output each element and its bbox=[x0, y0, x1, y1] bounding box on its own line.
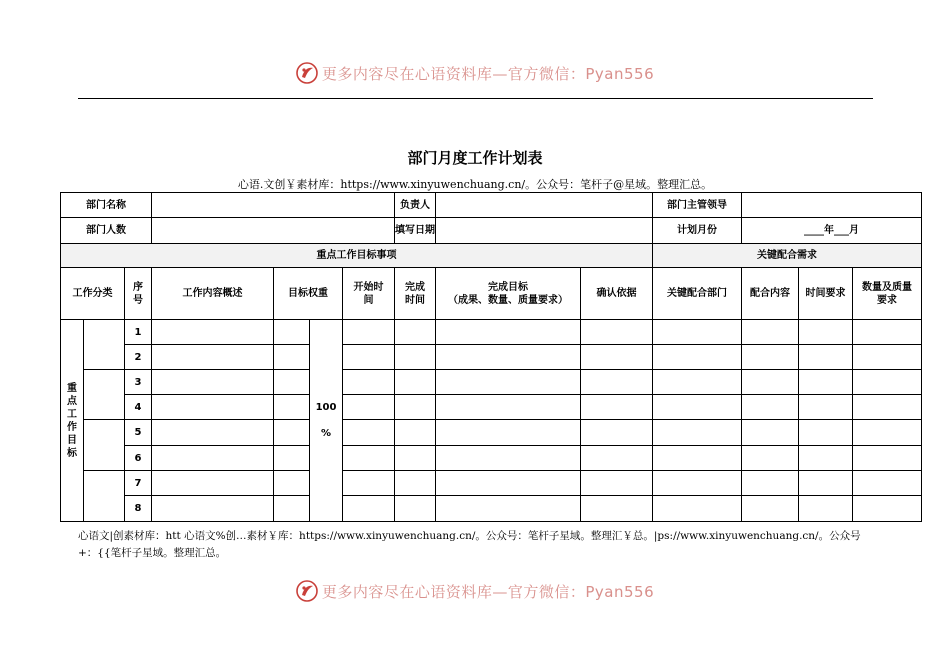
weight-cell[interactable] bbox=[274, 345, 310, 370]
finish-cell[interactable] bbox=[395, 345, 436, 370]
wechat-account: Pyan556 bbox=[585, 64, 655, 83]
time-req-cell[interactable] bbox=[799, 395, 853, 420]
table-row bbox=[61, 320, 922, 345]
coop-content-cell[interactable] bbox=[742, 395, 799, 420]
finish-cell[interactable] bbox=[395, 446, 436, 471]
header-rule bbox=[78, 98, 873, 99]
qty-cell[interactable] bbox=[853, 320, 922, 345]
coop-dept-cell[interactable] bbox=[653, 446, 742, 471]
goal-cell[interactable] bbox=[436, 446, 581, 471]
banner-text: 更多内容尽在心语资料库—官方微信：Pyan556 bbox=[321, 582, 655, 601]
header-category: 工作分类 bbox=[61, 268, 125, 320]
finish-cell[interactable] bbox=[395, 471, 436, 496]
category-cell[interactable] bbox=[84, 471, 125, 522]
summary-cell[interactable] bbox=[152, 395, 274, 420]
coop-dept-cell[interactable] bbox=[653, 395, 742, 420]
summary-cell[interactable] bbox=[152, 496, 274, 522]
table-row bbox=[61, 193, 922, 218]
table-row bbox=[61, 496, 922, 522]
basis-cell[interactable] bbox=[581, 395, 653, 420]
header-summary: 工作内容概述 bbox=[152, 268, 274, 320]
coop-content-cell[interactable] bbox=[742, 446, 799, 471]
basis-cell[interactable] bbox=[581, 420, 653, 446]
finish-cell[interactable] bbox=[395, 496, 436, 522]
finish-cell[interactable] bbox=[395, 320, 436, 345]
time-req-cell[interactable] bbox=[799, 420, 853, 446]
leader-label: 部门主管领导 bbox=[653, 193, 742, 218]
coop-dept-cell[interactable] bbox=[653, 496, 742, 522]
qty-cell[interactable] bbox=[853, 370, 922, 395]
header-goal: 完成目标 （成果、数量、质量要求） bbox=[436, 268, 581, 320]
coop-dept-cell[interactable] bbox=[653, 320, 742, 345]
header-qty-quality: 数量及质量 要求 bbox=[853, 268, 922, 320]
basis-cell[interactable] bbox=[581, 496, 653, 522]
seq-number: 2 bbox=[125, 345, 152, 370]
coop-dept-cell[interactable] bbox=[653, 370, 742, 395]
coop-dept-cell[interactable] bbox=[653, 420, 742, 446]
start-cell[interactable] bbox=[343, 370, 395, 395]
seq-number: 8 bbox=[125, 496, 152, 522]
table-row bbox=[61, 345, 922, 370]
header-banner bbox=[0, 60, 950, 86]
goal-cell[interactable] bbox=[436, 496, 581, 522]
goal-cell[interactable] bbox=[436, 345, 581, 370]
header-time-req: 时间要求 bbox=[799, 268, 853, 320]
coop-content-cell[interactable] bbox=[742, 420, 799, 446]
coop-content-cell[interactable] bbox=[742, 345, 799, 370]
header-weight: 目标权重 bbox=[274, 268, 343, 320]
wechat-account: Pyan556 bbox=[585, 582, 655, 601]
weight-cell[interactable] bbox=[274, 496, 310, 522]
goal-cell[interactable] bbox=[436, 395, 581, 420]
headcount-label: 部门人数 bbox=[61, 218, 152, 244]
dept-name-label: 部门名称 bbox=[61, 193, 152, 218]
fill-date-label: 填写日期 bbox=[395, 218, 436, 244]
finish-cell[interactable] bbox=[395, 395, 436, 420]
seq-number: 4 bbox=[125, 395, 152, 420]
qty-cell[interactable] bbox=[853, 471, 922, 496]
table-row bbox=[61, 370, 922, 395]
summary-cell[interactable] bbox=[152, 345, 274, 370]
header-seq: 序 号 bbox=[125, 268, 152, 320]
start-cell[interactable] bbox=[343, 395, 395, 420]
basis-cell[interactable] bbox=[581, 370, 653, 395]
person-value[interactable] bbox=[436, 193, 653, 218]
start-cell[interactable] bbox=[343, 320, 395, 345]
header-coop-content: 配合内容 bbox=[742, 268, 799, 320]
dept-name-value[interactable] bbox=[152, 193, 395, 218]
footnote-line-1: 心语文|创素材库：htt 心语文%创…素材￥库：https://www.xinyuwenchuang.cn/。公众号：笔杆子星域。整理汇￥总。|ps://www.xinyuwenchuang.cn/。公众号 bbox=[78, 530, 861, 542]
table-row bbox=[61, 244, 922, 268]
coop-dept-cell[interactable] bbox=[653, 345, 742, 370]
time-req-cell[interactable] bbox=[799, 345, 853, 370]
section-key-work: 重点工作目标事项 bbox=[61, 244, 653, 268]
header-start-time: 开始时 间 bbox=[343, 268, 395, 320]
fill-date-value[interactable] bbox=[436, 218, 653, 244]
coop-content-cell[interactable] bbox=[742, 496, 799, 522]
basis-cell[interactable] bbox=[581, 446, 653, 471]
start-cell[interactable] bbox=[343, 345, 395, 370]
plan-table bbox=[60, 192, 922, 522]
banner-text: 更多内容尽在心语资料库—官方微信：Pyan556 bbox=[321, 64, 655, 83]
qty-cell[interactable] bbox=[853, 420, 922, 446]
start-cell[interactable] bbox=[343, 446, 395, 471]
qty-cell[interactable] bbox=[853, 395, 922, 420]
category-cell[interactable] bbox=[84, 420, 125, 471]
weight-cell[interactable] bbox=[274, 471, 310, 496]
page-title: 部门月度工作计划表 bbox=[407, 149, 543, 167]
goal-cell[interactable] bbox=[436, 420, 581, 446]
finish-cell[interactable] bbox=[395, 420, 436, 446]
weight-cell[interactable] bbox=[274, 370, 310, 395]
category-cell[interactable] bbox=[84, 370, 125, 420]
table-row bbox=[61, 268, 922, 320]
table-row bbox=[61, 218, 922, 244]
summary-cell[interactable] bbox=[152, 471, 274, 496]
weight-cell[interactable] bbox=[274, 320, 310, 345]
weight-cell[interactable] bbox=[274, 446, 310, 471]
coop-dept-cell[interactable] bbox=[653, 471, 742, 496]
coop-content-cell[interactable] bbox=[742, 320, 799, 345]
start-cell[interactable] bbox=[343, 496, 395, 522]
seq-number: 6 bbox=[125, 446, 152, 471]
header-basis: 确认依据 bbox=[581, 268, 653, 320]
footnote-line-2: +：{{笔杆子星域。整理汇总。 bbox=[78, 547, 227, 559]
header-finish-time: 完成 时间 bbox=[395, 268, 436, 320]
section-coop: 关键配合需求 bbox=[653, 244, 922, 268]
time-req-cell[interactable] bbox=[799, 471, 853, 496]
basis-cell[interactable] bbox=[581, 345, 653, 370]
header-coop-dept: 关键配合部门 bbox=[653, 268, 742, 320]
summary-cell[interactable] bbox=[152, 420, 274, 446]
goal-cell[interactable] bbox=[436, 320, 581, 345]
leader-value[interactable] bbox=[742, 193, 922, 218]
brand-logo-icon bbox=[296, 62, 318, 84]
plan-month-value[interactable]: ____年___月 bbox=[742, 218, 922, 244]
coop-content-cell[interactable] bbox=[742, 471, 799, 496]
headcount-value[interactable] bbox=[152, 218, 395, 244]
brand-logo-icon bbox=[296, 580, 318, 602]
summary-cell[interactable] bbox=[152, 320, 274, 345]
time-req-cell[interactable] bbox=[799, 446, 853, 471]
weight-total: 100 % bbox=[310, 320, 343, 522]
source-note: 心语.文创￥素材库：https://www.xinyuwenchuang.cn/。公众号：笔杆子@星域。整理汇总。 bbox=[237, 178, 713, 191]
footnote bbox=[78, 528, 878, 562]
start-cell[interactable] bbox=[343, 471, 395, 496]
time-req-cell[interactable] bbox=[799, 320, 853, 345]
seq-number: 1 bbox=[125, 320, 152, 345]
seq-number: 7 bbox=[125, 471, 152, 496]
start-cell[interactable] bbox=[343, 420, 395, 446]
table-row bbox=[61, 395, 922, 420]
table-row bbox=[61, 446, 922, 471]
seq-number: 5 bbox=[125, 420, 152, 446]
goal-cell[interactable] bbox=[436, 471, 581, 496]
table-row bbox=[61, 420, 922, 446]
time-req-cell[interactable] bbox=[799, 370, 853, 395]
side-label-key-goals: 重 点 工 作 目 标 bbox=[61, 320, 84, 522]
summary-cell[interactable] bbox=[152, 370, 274, 395]
weight-cell[interactable] bbox=[274, 395, 310, 420]
time-req-cell[interactable] bbox=[799, 496, 853, 522]
qty-cell[interactable] bbox=[853, 446, 922, 471]
finish-cell[interactable] bbox=[395, 370, 436, 395]
table-row bbox=[61, 471, 922, 496]
goal-cell[interactable] bbox=[436, 370, 581, 395]
weight-cell[interactable] bbox=[274, 420, 310, 446]
basis-cell[interactable] bbox=[581, 471, 653, 496]
category-cell[interactable] bbox=[84, 320, 125, 370]
coop-content-cell[interactable] bbox=[742, 370, 799, 395]
summary-cell[interactable] bbox=[152, 446, 274, 471]
qty-cell[interactable] bbox=[853, 496, 922, 522]
person-label: 负责人 bbox=[395, 193, 436, 218]
seq-number: 3 bbox=[125, 370, 152, 395]
qty-cell[interactable] bbox=[853, 345, 922, 370]
footer-banner bbox=[0, 578, 950, 604]
basis-cell[interactable] bbox=[581, 320, 653, 345]
plan-month-label: 计划月份 bbox=[653, 218, 742, 244]
